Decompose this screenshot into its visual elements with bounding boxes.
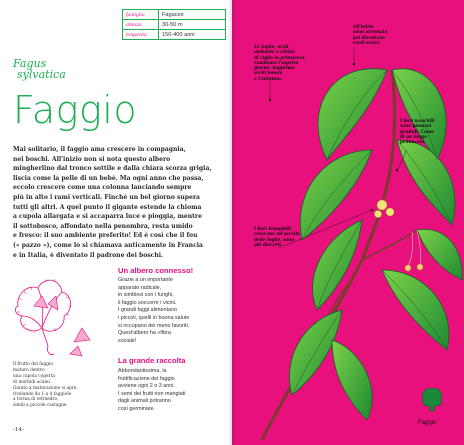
intro-line: e fresco: il suo ambiente preferito! Ed è così che il fou — [13, 232, 198, 240]
note-female-flowers — [254, 226, 300, 247]
box-harvest-text — [118, 368, 226, 414]
intro-line: Mai solitario, il faggio ama crescere in compagnia, — [13, 146, 186, 153]
box-line: I grandi faggi alimentano — [118, 307, 178, 314]
fruit-caption — [13, 362, 99, 409]
note-line: verdi tenere — [254, 70, 283, 76]
note-line: crescono all'ascella — [254, 231, 300, 237]
box-line: così germinare. — [118, 405, 156, 412]
latin-name — [13, 58, 66, 80]
box-line: I semi dei frutti non mangiati — [118, 390, 186, 397]
intro-line: più in alto i rami verticali. Finché un bel giorno supera — [13, 193, 200, 201]
box-line: avviene ogni 2 o 3 anni. — [118, 383, 175, 390]
beech-fruit-illustration — [8, 266, 103, 362]
info-key: famiglia — [123, 10, 159, 20]
caption-line: simili a piccole castagne. — [13, 403, 68, 409]
caption-line: Il frutto del faggio — [13, 362, 53, 367]
note-line: giorno: dapprima — [254, 65, 295, 71]
intro-line: (« pazzo »), come lo si chiamava anticamente in Francia — [13, 241, 203, 249]
info-row — [123, 30, 226, 40]
note-line: penduli. Come — [400, 128, 434, 134]
box-line: si occupano dei meno favoriti. — [118, 322, 190, 329]
note-line: verdi scure. — [353, 39, 381, 45]
box-line: i piccoli, quelli in buona salute — [118, 314, 190, 321]
info-row — [123, 10, 226, 20]
note-line: cambiano l'aspetto — [254, 59, 299, 65]
caption-line: rivelando da 1 a 4 faggiole — [13, 391, 72, 397]
info-key: longevità — [123, 30, 159, 40]
page-number: -14- — [13, 427, 24, 433]
note-line: di ciglia in primavera, — [254, 54, 306, 60]
box-line: apparato radicale, — [118, 284, 162, 291]
tree-label: Faggio — [418, 420, 437, 426]
caption-line: di morbidi aculei. — [13, 379, 52, 385]
box-line: il faggio soccorre i vicini. — [118, 299, 177, 306]
book-gutter — [229, 0, 235, 445]
note-line: peduncolo. — [400, 139, 426, 145]
box-line: Quest'albero ha «fibra — [118, 330, 171, 337]
note-line: sono arrossate, — [353, 29, 389, 35]
box-line: dagli animali potranno — [118, 398, 171, 405]
intro-line: liscia come la pelle di un bebè. Ma ogni anno che passa, — [13, 174, 204, 182]
intro-line: mingherlino dal tronco sottile e dalla chiara scorza grigia, — [13, 165, 212, 173]
note-line: poi diventano — [353, 34, 385, 40]
note-line: Le foglie, ovali, — [254, 44, 290, 49]
note-line: di un lungo — [400, 133, 427, 139]
info-value: 150-400 anni — [159, 30, 226, 40]
page-title: Faggio — [13, 88, 138, 132]
note-autumn — [353, 24, 389, 45]
caption-line: a forma di tetraedro, — [13, 397, 59, 403]
box-line: fruttificazione del faggio — [118, 375, 175, 382]
box-line: sociale! — [118, 337, 137, 344]
intro-line: eccolo crescere come una colonna lanciando sempre — [13, 184, 192, 192]
note-line: delle foglie, sono — [254, 236, 295, 242]
intro-line: il sottobosco, affondato nella penombra, resta umido — [13, 222, 193, 230]
info-key: altezza — [123, 20, 159, 30]
right-page — [232, 0, 464, 445]
intro-line: e in Italia, è diventato il padrone dei boschi. — [13, 251, 164, 259]
note-line: I fiori femminili — [254, 226, 292, 231]
note-line: sono piumosi — [400, 123, 432, 129]
tree-icon — [420, 386, 444, 412]
info-value: 30-50 m — [159, 20, 226, 30]
box-harvest-title: La grande raccolta — [118, 356, 186, 365]
caption-line: una cupola coperta — [13, 373, 55, 379]
latin-species: sylvatica — [17, 68, 66, 81]
intro-line: tutti gli altri. A quel punto il gigante estende la chioma — [13, 203, 202, 211]
latin-genus: Fagus — [13, 57, 47, 70]
box-connected-text — [118, 277, 226, 345]
intro-paragraph — [13, 145, 225, 260]
note-line: e l'autunno. — [254, 75, 282, 81]
note-leaves — [254, 44, 306, 81]
caption-line: Giunto a maturazione si apre, — [13, 385, 78, 391]
note-line: All'inizio — [353, 24, 374, 29]
note-line: più discreti. — [254, 241, 283, 247]
box-connected-title: Un albero connesso! — [118, 266, 194, 275]
box-line: Grazie a un importante — [118, 277, 173, 283]
intro-line: nei boschi. All'inizio non si nota questo albero — [13, 155, 171, 163]
box-line: in simbiosi con i funghi, — [118, 292, 174, 299]
info-value: Fagacee — [159, 10, 226, 20]
note-male-flowers — [400, 118, 434, 144]
info-table — [122, 9, 226, 40]
caption-line: maturo dentro — [13, 367, 45, 373]
info-row — [123, 20, 226, 30]
note-line: I fiori maschili — [400, 118, 435, 123]
note-line: ondulate e ciliate — [254, 49, 295, 55]
intro-line: a cupola allargata e si accaparra luce e pioggia, mentre — [13, 213, 202, 221]
box-line: Abbondantissima, la — [118, 368, 167, 374]
